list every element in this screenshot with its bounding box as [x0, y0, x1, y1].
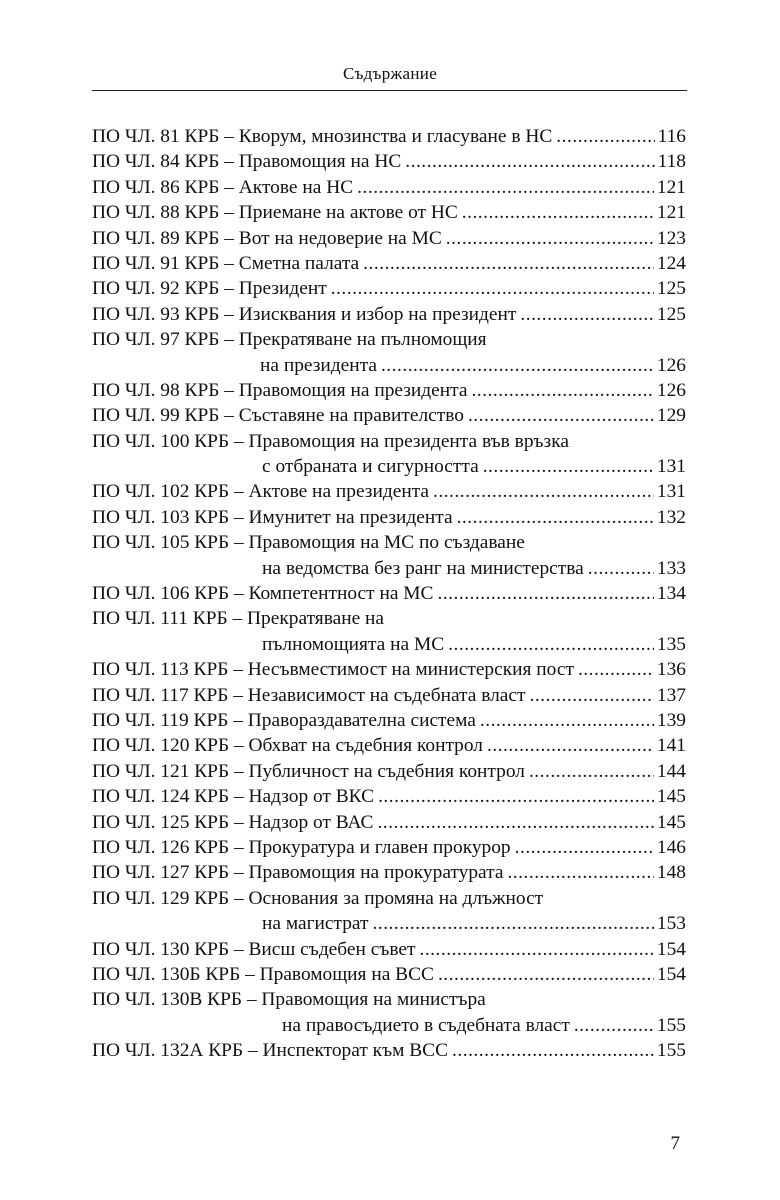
- toc-line: [92, 429, 686, 454]
- toc-leader-dots: [438, 962, 654, 987]
- toc-entry[interactable]: [92, 810, 686, 835]
- toc-entry-title: Публичност на съдебния контрол: [248, 760, 525, 782]
- toc-entry-title: Вот на недоверие на МС: [238, 227, 442, 249]
- toc-entry[interactable]: [92, 886, 686, 937]
- toc-leader-dots: [448, 632, 654, 657]
- toc-leader-dots: [331, 276, 654, 301]
- toc-leader-dots: [515, 835, 654, 860]
- toc-dash: –: [228, 659, 248, 681]
- toc-entry[interactable]: [92, 403, 686, 428]
- toc-page-number: 125: [656, 278, 686, 300]
- toc-dash: –: [219, 227, 239, 249]
- toc-entry[interactable]: [92, 175, 686, 200]
- toc-dash: –: [219, 151, 239, 173]
- toc-dash: –: [229, 938, 249, 960]
- toc-entry[interactable]: [92, 987, 686, 1038]
- toc-page-number: 126: [656, 379, 686, 401]
- header-rule: [92, 90, 687, 91]
- toc-page-number: 141: [656, 735, 686, 757]
- toc-page-number: 126: [656, 354, 686, 376]
- running-head: Съдържание: [342, 64, 438, 83]
- toc-entry[interactable]: [92, 1038, 686, 1063]
- toc-page-number: 155: [656, 1040, 686, 1062]
- toc-entry-title: Инспекторат към ВСС: [262, 1040, 449, 1062]
- toc-line: [92, 302, 686, 327]
- toc-page-number: 148: [656, 862, 686, 884]
- toc-entry[interactable]: [92, 226, 686, 251]
- toc-article-ref: ПО ЧЛ. 106 КРБ: [92, 583, 230, 605]
- toc-article-ref: ПО ЧЛ. 111 КРБ: [92, 608, 228, 630]
- toc-article-ref: ПО ЧЛ. 125 КРБ: [92, 811, 230, 833]
- toc-article-ref: ПО ЧЛ. 105 КРБ: [92, 532, 230, 554]
- toc-entry[interactable]: [92, 276, 686, 301]
- toc-leader-dots: [452, 1038, 654, 1063]
- toc-leader-dots: [357, 175, 654, 200]
- toc-leader-dots: [483, 454, 654, 479]
- toc-line: [92, 327, 686, 352]
- toc-dash: –: [229, 430, 249, 452]
- toc-line: [92, 124, 686, 149]
- toc-entry-title: Президент: [238, 278, 327, 300]
- toc-leader-dots: [529, 759, 654, 784]
- toc-entry-text: [92, 429, 569, 454]
- toc-dash: –: [229, 862, 249, 884]
- toc-entry-title: Правомощия на МС по създаване: [248, 532, 525, 554]
- toc-dash: –: [219, 379, 239, 401]
- toc-entry-text: [92, 606, 384, 631]
- toc-dash: –: [242, 989, 262, 1011]
- toc-entry[interactable]: [92, 759, 686, 784]
- toc-entry-title: Несъвместимост на министерския пост: [247, 659, 574, 681]
- toc-entry[interactable]: [92, 378, 686, 403]
- toc-dash: –: [229, 760, 249, 782]
- toc-entry-title: Прекратяване на: [247, 608, 385, 630]
- toc-entry-title: Прекратяване на пълномощия: [238, 329, 487, 351]
- toc-entry-title: Кворум, мнозинства и гласуване в НС: [238, 126, 553, 147]
- toc-entry[interactable]: [92, 581, 686, 606]
- toc-dash: –: [219, 126, 239, 147]
- toc-page-number: 121: [656, 202, 686, 224]
- toc-entry-title: Правомощия на президента: [238, 379, 468, 401]
- toc-line: [92, 581, 686, 606]
- toc-dash: –: [219, 202, 239, 224]
- toc-article-ref: ПО ЧЛ. 130 КРБ: [92, 938, 230, 960]
- toc-line: [92, 1038, 686, 1063]
- toc-line: [92, 708, 686, 733]
- toc-line: [92, 378, 686, 403]
- toc-page-number: 135: [656, 633, 686, 655]
- toc-dash: –: [229, 481, 249, 503]
- toc-article-ref: ПО ЧЛ. 119 КРБ: [92, 709, 229, 731]
- toc-entry[interactable]: [92, 505, 686, 530]
- toc-entry[interactable]: [92, 327, 686, 378]
- toc-entry-text: [92, 657, 574, 682]
- toc-entry[interactable]: [92, 530, 686, 581]
- toc-entry-text: [92, 886, 543, 911]
- toc-entry[interactable]: [92, 835, 686, 860]
- toc-entry-title: Правомощия на НС: [238, 151, 402, 173]
- toc-page-number: 145: [656, 811, 686, 833]
- toc-page-number: 133: [656, 557, 686, 579]
- toc-dash: –: [229, 887, 249, 909]
- toc-leader-dots: [471, 378, 653, 403]
- toc-entry[interactable]: [92, 429, 686, 480]
- toc-dash: –: [219, 176, 239, 198]
- toc-entry-text: [92, 937, 415, 962]
- toc-dash: –: [243, 1040, 263, 1062]
- toc-page-number: 145: [656, 786, 686, 808]
- toc-entry[interactable]: [92, 937, 686, 962]
- toc-line: [92, 733, 686, 758]
- toc-entry-text: [92, 860, 503, 885]
- toc-entry-text: [92, 302, 516, 327]
- toc-entry-text: [92, 784, 374, 809]
- toc-line: [92, 683, 686, 708]
- toc-leader-dots: [433, 479, 654, 504]
- toc-article-ref: ПО ЧЛ. 91 КРБ: [92, 252, 220, 274]
- toc-entry[interactable]: [92, 124, 686, 149]
- toc-article-ref: ПО ЧЛ. 98 КРБ: [92, 379, 220, 401]
- toc-entry[interactable]: [92, 479, 686, 504]
- toc-leader-dots: [437, 581, 653, 606]
- toc-leader-dots: [405, 149, 654, 174]
- toc-page-number: 153: [656, 913, 686, 935]
- toc-entry-title: Компетентност на МС: [248, 583, 434, 605]
- toc-entry-text: [92, 149, 401, 174]
- toc-page-number: 136: [656, 659, 686, 681]
- toc-page-number: 137: [656, 684, 686, 706]
- toc-entry-title-continued: с отбраната и сигурността: [262, 456, 479, 478]
- toc-entry-title: Надзор от ВКС: [248, 786, 375, 808]
- toc-dash: –: [219, 303, 239, 325]
- toc-line-continuation: [92, 632, 686, 657]
- toc-article-ref: ПО ЧЛ. 129 КРБ: [92, 887, 230, 909]
- toc-article-ref: ПО ЧЛ. 81 КРБ: [92, 126, 220, 147]
- toc-line: [92, 251, 686, 276]
- toc-entry-title: Прокуратура и главен прокурор: [248, 836, 511, 858]
- toc-entry-title: Съставяне на правителство: [238, 405, 464, 427]
- toc-page-number: 154: [656, 963, 686, 985]
- toc-article-ref: ПО ЧЛ. 100 КРБ: [92, 430, 230, 452]
- toc-entry-text: [92, 835, 511, 860]
- toc-entry-text: [92, 200, 458, 225]
- toc-entry-text: [92, 226, 442, 251]
- toc-entry-text: [92, 479, 429, 504]
- toc-leader-dots: [419, 937, 653, 962]
- toc-page-number: 146: [656, 836, 686, 858]
- toc-article-ref: ПО ЧЛ. 132А КРБ: [92, 1040, 244, 1062]
- toc-leader-dots: [578, 657, 654, 682]
- toc-entry[interactable]: [92, 149, 686, 174]
- toc-entry-text: [92, 581, 433, 606]
- toc-entry-text: [92, 708, 476, 733]
- toc-line: [92, 987, 686, 1012]
- toc-leader-dots: [381, 353, 654, 378]
- toc-page-number: 123: [656, 227, 686, 249]
- toc-leader-dots: [457, 505, 654, 530]
- toc-line: [92, 479, 686, 504]
- toc-article-ref: ПО ЧЛ. 130В КРБ: [92, 989, 243, 1011]
- toc-article-ref: ПО ЧЛ. 99 КРБ: [92, 405, 220, 427]
- toc-page-number: 155: [656, 1014, 686, 1036]
- toc-entry-title: Независимост на съдебната власт: [247, 684, 526, 706]
- toc-entry-title: Правораздавателна система: [247, 709, 476, 731]
- toc-entry-title: Актове на НС: [238, 176, 354, 198]
- toc-page-number: 132: [656, 506, 686, 528]
- toc-entry-text: [92, 810, 373, 835]
- toc-entry[interactable]: [92, 606, 686, 657]
- toc-page-number: 144: [656, 760, 686, 782]
- toc-entry-title: Надзор от ВАС: [248, 811, 374, 833]
- toc-entry[interactable]: [92, 860, 686, 885]
- toc-entry[interactable]: [92, 657, 686, 682]
- toc-entry-title: Изисквания и избор на президент: [238, 303, 517, 325]
- toc-article-ref: ПО ЧЛ. 120 КРБ: [92, 735, 230, 757]
- toc-page-number: 121: [656, 176, 686, 198]
- toc-dash: –: [240, 963, 260, 985]
- toc-entry-title-continued: на правосъдието в съдебната власт: [282, 1014, 570, 1036]
- toc-entry-text: [92, 175, 353, 200]
- toc-article-ref: ПО ЧЛ. 113 КРБ: [92, 659, 229, 681]
- toc-article-ref: ПО ЧЛ. 86 КРБ: [92, 176, 220, 198]
- toc-entry-text: [92, 962, 434, 987]
- toc-page-number: 129: [656, 405, 686, 427]
- toc-entry-text: [92, 683, 525, 708]
- toc-entry[interactable]: [92, 708, 686, 733]
- toc-entry-text: [92, 1038, 448, 1063]
- toc-line-continuation: [92, 556, 686, 581]
- toc-entry-title: Приемане на актове от НС: [238, 202, 458, 224]
- toc-dash: –: [229, 735, 249, 757]
- toc-line: [92, 276, 686, 301]
- toc-entry-text: [92, 987, 486, 1012]
- toc-dash: –: [229, 836, 249, 858]
- toc-dash: –: [229, 811, 249, 833]
- toc-dash: –: [229, 532, 249, 554]
- toc-article-ref: ПО ЧЛ. 92 КРБ: [92, 278, 220, 300]
- toc-line: [92, 962, 686, 987]
- toc-dash: –: [219, 405, 239, 427]
- toc-leader-dots: [468, 403, 654, 428]
- toc-line: [92, 759, 686, 784]
- toc-entry[interactable]: [92, 962, 686, 987]
- toc-entry-title-continued: на президента: [260, 354, 377, 376]
- toc-article-ref: ПО ЧЛ. 126 КРБ: [92, 836, 230, 858]
- toc-entry[interactable]: [92, 200, 686, 225]
- toc-line: [92, 175, 686, 200]
- toc-leader-dots: [588, 556, 654, 581]
- toc-entry-text: [92, 759, 525, 784]
- toc-line: [92, 937, 686, 962]
- toc-leader-dots: [378, 784, 654, 809]
- toc-page-number: 124: [656, 252, 686, 274]
- table-of-contents: [92, 124, 686, 1063]
- toc-entry-text: [92, 403, 464, 428]
- toc-dash: –: [219, 329, 239, 351]
- toc-entry[interactable]: [92, 733, 686, 758]
- toc-dash: –: [219, 252, 239, 274]
- toc-entry-title: Основания за промяна на длъжност: [248, 887, 544, 909]
- toc-page-number: 118: [657, 151, 686, 173]
- toc-page-number: 131: [656, 481, 686, 503]
- toc-line: [92, 200, 686, 225]
- toc-article-ref: ПО ЧЛ. 121 КРБ: [92, 760, 230, 782]
- toc-entry-title: Правомощия на прокуратурата: [248, 862, 504, 884]
- toc-page-number: 154: [656, 938, 686, 960]
- toc-line: [92, 784, 686, 809]
- toc-entry-title: Актове на президента: [248, 481, 430, 503]
- toc-line-continuation: [92, 353, 686, 378]
- toc-article-ref: ПО ЧЛ. 124 КРБ: [92, 786, 230, 808]
- toc-entry-title: Висш съдебен съвет: [248, 938, 416, 960]
- toc-entry-text: [92, 251, 359, 276]
- toc-page-number: 131: [656, 456, 686, 478]
- toc-page-number: 134: [656, 583, 686, 605]
- toc-article-ref: ПО ЧЛ. 84 КРБ: [92, 151, 220, 173]
- toc-line: [92, 810, 686, 835]
- toc-entry-title: Правомощия на ВСС: [259, 963, 434, 985]
- toc-line: [92, 530, 686, 555]
- toc-line: [92, 226, 686, 251]
- toc-entry-text: [92, 124, 552, 149]
- toc-line: [92, 505, 686, 530]
- toc-entry-text: [92, 505, 453, 530]
- toc-article-ref: ПО ЧЛ. 102 КРБ: [92, 481, 230, 503]
- toc-entry[interactable]: [92, 683, 686, 708]
- toc-entry-text: [92, 276, 327, 301]
- toc-entry-text: [92, 378, 467, 403]
- toc-entry[interactable]: [92, 302, 686, 327]
- toc-article-ref: ПО ЧЛ. 130Б КРБ: [92, 963, 241, 985]
- toc-line: [92, 149, 686, 174]
- toc-line: [92, 886, 686, 911]
- toc-leader-dots: [529, 683, 653, 708]
- toc-line: [92, 657, 686, 682]
- toc-leader-dots: [556, 124, 654, 149]
- toc-leader-dots: [377, 810, 653, 835]
- toc-line-continuation: [92, 911, 686, 936]
- toc-dash: –: [229, 786, 249, 808]
- toc-article-ref: ПО ЧЛ. 97 КРБ: [92, 329, 220, 351]
- toc-page-number: 116: [657, 126, 686, 147]
- toc-line: [92, 606, 686, 631]
- toc-article-ref: ПО ЧЛ. 127 КРБ: [92, 862, 230, 884]
- toc-leader-dots: [446, 226, 654, 251]
- toc-leader-dots: [520, 302, 654, 327]
- toc-leader-dots: [373, 911, 654, 936]
- toc-article-ref: ПО ЧЛ. 88 КРБ: [92, 202, 220, 224]
- toc-leader-dots: [507, 860, 653, 885]
- toc-article-ref: ПО ЧЛ. 103 КРБ: [92, 506, 230, 528]
- toc-entry-text: [92, 530, 525, 555]
- toc-entry-title: Имунитет на президента: [248, 506, 453, 528]
- toc-leader-dots: [487, 733, 654, 758]
- toc-line: [92, 403, 686, 428]
- toc-dash: –: [228, 684, 248, 706]
- toc-entry-title-continued: на магистрат: [262, 913, 369, 935]
- toc-dash: –: [219, 278, 239, 300]
- toc-article-ref: ПО ЧЛ. 93 КРБ: [92, 303, 220, 325]
- toc-dash: –: [227, 608, 248, 630]
- toc-entry[interactable]: [92, 784, 686, 809]
- toc-entry-title: Сметна палата: [238, 252, 360, 274]
- page-number: 7: [670, 1133, 680, 1154]
- toc-article-ref: ПО ЧЛ. 89 КРБ: [92, 227, 220, 249]
- toc-entry-text: [92, 733, 483, 758]
- toc-dash: –: [229, 583, 249, 605]
- toc-entry-text: [92, 327, 487, 352]
- toc-entry-title: Обхват на съдебния контрол: [248, 735, 483, 757]
- toc-entry-title: Правомощия на президента във връзка: [248, 430, 569, 452]
- toc-entry[interactable]: [92, 251, 686, 276]
- toc-article-ref: ПО ЧЛ. 117 КРБ: [92, 684, 229, 706]
- toc-line-continuation: [92, 454, 686, 479]
- toc-entry-title: Правомощия на министъра: [261, 989, 486, 1011]
- toc-page-number: 125: [656, 303, 686, 325]
- toc-dash: –: [229, 506, 249, 528]
- toc-line: [92, 835, 686, 860]
- toc-leader-dots: [363, 251, 654, 276]
- toc-leader-dots: [480, 708, 654, 733]
- toc-line: [92, 860, 686, 885]
- toc-page-number: 139: [656, 709, 686, 731]
- toc-line-continuation: [92, 1013, 686, 1038]
- toc-entry-title-continued: на ведомства без ранг на министерства: [262, 557, 584, 579]
- toc-entry-title-continued: пълномощията на МС: [262, 633, 445, 655]
- toc-leader-dots: [574, 1013, 654, 1038]
- toc-dash: –: [228, 709, 248, 731]
- toc-leader-dots: [462, 200, 654, 225]
